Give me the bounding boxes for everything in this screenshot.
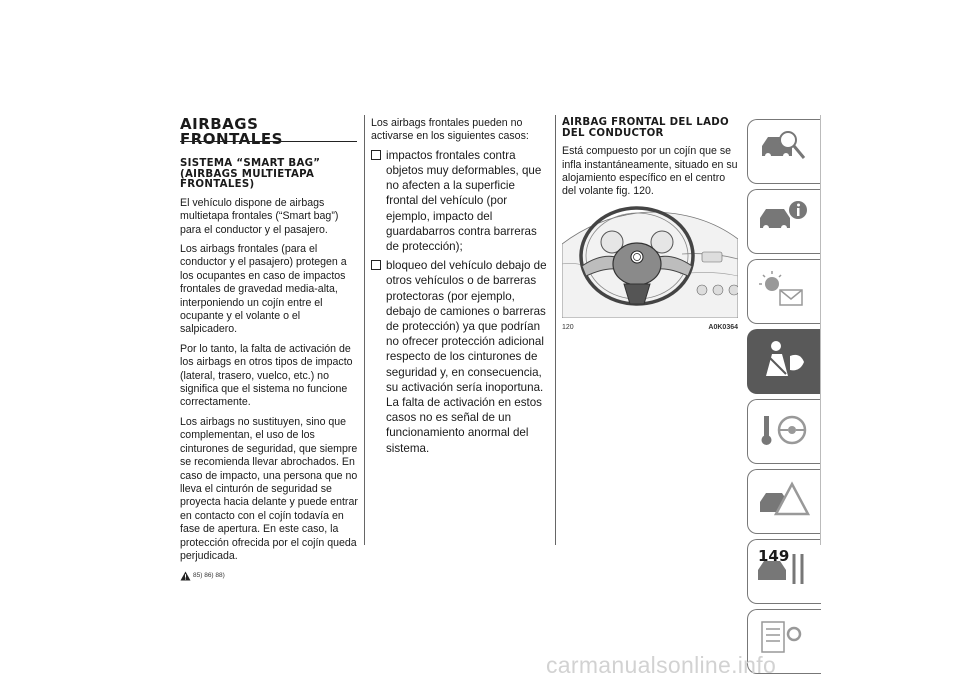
checkbox-bullet-icon — [371, 260, 381, 270]
section-subtitle: SISTEMA “SMART BAG” (AIRBAGS MULTIETAPA FRONTALES) — [180, 158, 321, 191]
column-divider — [555, 115, 556, 545]
paragraph: Por lo tanto, la falta de activación de los airbags en otros tipos de impacto (lateral, trasero, vuelco, etc.) no significa que el sistema no funcione correctamente. — [180, 342, 353, 409]
tab-car-info[interactable] — [747, 189, 821, 254]
section-title: AIRBAGS FRONTALES — [180, 115, 283, 148]
paragraph: Los airbags no sustituyen, sino que complementan, el uso de los cinturones de seguridad, que siempre se recomienda llevar abrochados. En caso de impacto, una persona que no lleva el cinturón de seguridad se proyecta hacia delante y puede entrar en contacto con el cojín todavía en fase de apertura. En este caso, la protección ofrecida por el cojín queda perjudicada. — [180, 415, 358, 562]
warning-triangle-icon — [180, 571, 191, 581]
warning-references — [180, 569, 360, 582]
paragraph: Está compuesto por un cojín que se infla instantáneamente, situado en su alojamiento específico en el centro del volante fig. 120. — [562, 145, 738, 198]
list-item-text: bloqueo del vehículo debajo de otros vehículos o de barreras protectoras (por ejemplo, debajo de camiones o barreras de protección) ya que podrían no ofrecer protección adicional respecto de los cinturones de seguridad y, en consecuencia, su activación sería inoportuna. La falta de activación en estos casos no es señal de un funcionamiento anormal del sistema. — [386, 259, 547, 455]
figure-caption — [562, 324, 738, 331]
tab-emergency[interactable] — [747, 469, 821, 534]
steering-wheel-figure — [562, 204, 738, 318]
warning-refs-text: 85) 86) 88) — [193, 572, 225, 580]
figure-number: 120 — [562, 324, 574, 331]
warning-lights-message-icon — [748, 260, 821, 323]
page-number: 149 — [758, 547, 790, 565]
paragraph: El vehículo dispone de airbags multietapa frontales (“Smart bag”) para el conductor y el pasajero. — [180, 196, 339, 236]
tab-starting-driving[interactable] — [747, 399, 821, 464]
watermark: carmanualsonline.info — [546, 652, 777, 678]
car-warning-triangle-icon — [748, 470, 821, 533]
steering-wheel-illustration — [562, 204, 738, 318]
figure-code: A0K0364 — [708, 324, 738, 331]
list-item-text: impactos frontales contra objetos muy deformables, que no afecten a la superficie frontal del vehículo (por ejemplo, impacto del guardabarros contra barreras de protección); — [386, 148, 542, 254]
left-column — [180, 117, 360, 583]
paragraph: Los airbags frontales (para el conductor y el pasajero) protegen a los ocupantes en caso de impactos frontales de gravedad media-alta, interponiendo un cojín entre el ocupante y el volante o el salpicadero. — [180, 243, 347, 336]
column-divider — [364, 115, 365, 545]
car-search-icon — [748, 120, 821, 183]
tab-warning-lights[interactable] — [747, 259, 821, 324]
right-column — [562, 118, 740, 205]
intro-text: Los airbags frontales pueden no activarse en los siguientes casos: — [371, 117, 529, 143]
key-steering-wheel-icon — [748, 400, 821, 463]
airbag-seatbelt-icon — [748, 330, 821, 393]
tab-car-search[interactable] — [747, 119, 821, 184]
section-heading: AIRBAG FRONTAL DEL LADO DEL CONDUCTOR — [562, 117, 729, 139]
sidebar-divider — [820, 115, 821, 545]
list-item — [371, 258, 549, 456]
title-rule — [180, 141, 357, 142]
checkbox-bullet-icon — [371, 150, 381, 160]
middle-column — [371, 117, 549, 460]
tab-safety[interactable] — [747, 329, 821, 394]
list-item — [371, 148, 549, 254]
car-info-icon — [748, 190, 821, 253]
